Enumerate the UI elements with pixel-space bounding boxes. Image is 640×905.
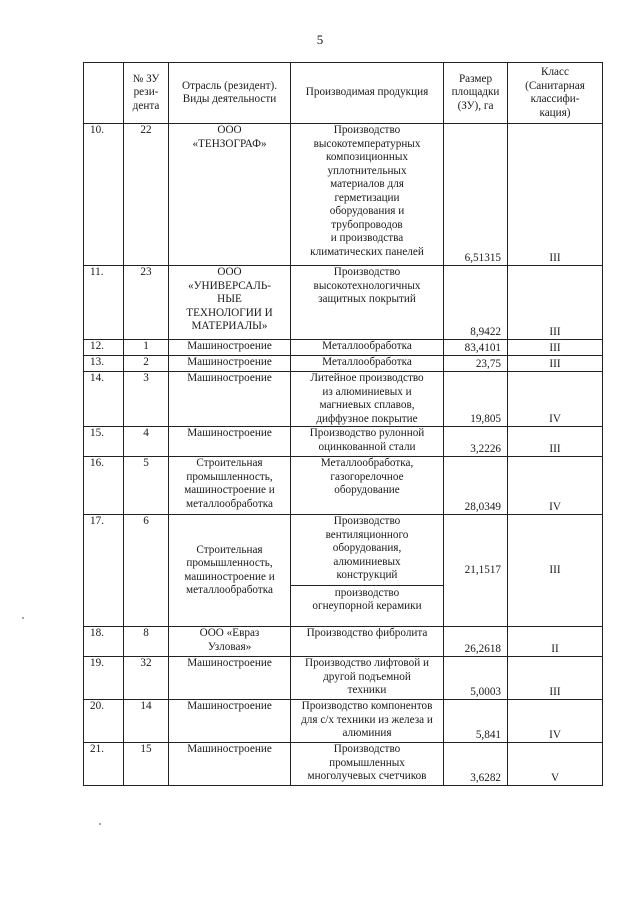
header-class: Класс (Санитарная классифи- кация) — [508, 63, 603, 124]
row-products-main: Производство вентиляционного оборудования, алюминиевых конструкций — [325, 515, 409, 581]
row-number: 21. — [84, 743, 124, 786]
row-products: Металлообработка — [291, 340, 444, 356]
table-row — [84, 266, 603, 340]
row-industry: Машиностроение — [169, 427, 291, 457]
header-zu: № ЗУ рези- дента — [124, 63, 169, 124]
row-size: 8,9422 — [444, 266, 508, 340]
row-number: 16. — [84, 457, 124, 515]
row-size: 19,805 — [444, 372, 508, 427]
scan-speck — [99, 823, 101, 825]
row-zu: 1 — [124, 340, 169, 356]
row-class: III — [508, 356, 603, 372]
row-zu: 15 — [124, 743, 169, 786]
row-size: 26,2618 — [444, 627, 508, 657]
row-zu: 2 — [124, 356, 169, 372]
header-size: Размер площадки (ЗУ), га — [444, 63, 508, 124]
row-industry: Машиностроение — [169, 657, 291, 700]
residents-table — [83, 62, 603, 786]
table-row — [84, 457, 603, 515]
page-number: 5 — [316, 32, 324, 47]
row-zu: 5 — [124, 457, 169, 515]
header-products: Производимая продукция — [291, 63, 444, 124]
row-industry: Машиностроение — [169, 356, 291, 372]
row-zu: 22 — [124, 124, 169, 266]
row-zu: 4 — [124, 427, 169, 457]
row-number: 14. — [84, 372, 124, 427]
row-size: 3,6282 — [444, 743, 508, 786]
row-products: Производство компонентов для с/х техники из железа и алюминия — [291, 700, 444, 743]
row-class: III — [508, 266, 603, 340]
row-class: II — [508, 627, 603, 657]
row-products: Металлообработка — [291, 356, 444, 372]
row-products: Производство высокотехнологичных защитных покрытий — [291, 266, 444, 340]
row-zu: 32 — [124, 657, 169, 700]
row-products: Производство рулонной оцинкованной стали — [291, 427, 444, 457]
table-row — [84, 743, 603, 786]
row-number: 18. — [84, 627, 124, 657]
row-industry: ООО «ТЕНЗОГРАФ» — [169, 124, 291, 266]
row-number: 19. — [84, 657, 124, 700]
row-class: III — [508, 340, 603, 356]
header-num — [84, 63, 124, 124]
row-products — [291, 515, 444, 627]
row-industry: Машиностроение — [169, 743, 291, 786]
row-industry: Строительная промышленность, машиностроение и металлообработка — [169, 457, 291, 515]
row-industry: Машиностроение — [169, 700, 291, 743]
row-industry: Машиностроение — [169, 340, 291, 356]
row-size: 23,75 — [444, 356, 508, 372]
row-industry: Машиностроение — [169, 372, 291, 427]
row-industry: ООО «УНИВЕРСАЛЬ- НЫЕ ТЕХНОЛОГИИ И МАТЕРИАЛЫ» — [169, 266, 291, 340]
row-products: Производство лифтовой и другой подъемной техники — [291, 657, 444, 700]
row-class: IV — [508, 372, 603, 427]
row-number: 11. — [84, 266, 124, 340]
row-zu: 3 — [124, 372, 169, 427]
table-row — [84, 627, 603, 657]
scan-speck — [22, 617, 24, 619]
table-row — [84, 356, 603, 372]
row-zu: 14 — [124, 700, 169, 743]
row-size: 5,841 — [444, 700, 508, 743]
table-row — [84, 427, 603, 457]
table-header-row — [84, 63, 603, 124]
table-row — [84, 124, 603, 266]
row-size: 28,0349 — [444, 457, 508, 515]
row-industry: ООО «Евраз Узловая» — [169, 627, 291, 657]
row-number: 17. — [84, 515, 124, 627]
table-row — [84, 700, 603, 743]
row-products: Производство промышленных многолучевых счетчиков — [291, 743, 444, 786]
header-industry: Отрасль (резидент). Виды деятельности — [169, 63, 291, 124]
table-row — [84, 372, 603, 427]
row-size: 5,0003 — [444, 657, 508, 700]
row-number: 12. — [84, 340, 124, 356]
table-row — [84, 515, 603, 627]
row-products: Производство фибролита — [291, 627, 444, 657]
row-products-extra: производство огнеупорной керамики — [291, 585, 443, 615]
row-products: Металлообработка, газогорелочное оборудование — [291, 457, 444, 515]
row-class: III — [508, 124, 603, 266]
row-zu: 23 — [124, 266, 169, 340]
row-class: V — [508, 743, 603, 786]
row-number: 15. — [84, 427, 124, 457]
table-row — [84, 657, 603, 700]
row-size: 3,2226 — [444, 427, 508, 457]
row-size: 83,4101 — [444, 340, 508, 356]
row-number: 10. — [84, 124, 124, 266]
row-class: III — [508, 427, 603, 457]
row-zu: 6 — [124, 515, 169, 627]
row-class: III — [508, 657, 603, 700]
row-size: 21,1517 — [444, 515, 508, 627]
row-zu: 8 — [124, 627, 169, 657]
row-products: Производство высокотемпературных композиционных уплотнительных материалов для герметизации оборудования и трубопроводов и производства климатических панелей — [291, 124, 444, 266]
row-number: 13. — [84, 356, 124, 372]
row-class: IV — [508, 700, 603, 743]
row-number: 20. — [84, 700, 124, 743]
row-size: 6,51315 — [444, 124, 508, 266]
row-industry: Строительная промышленность, машиностроение и металлообработка — [169, 515, 291, 627]
row-class: III — [508, 515, 603, 627]
row-products: Литейное производство из алюминиевых и магниевых сплавов, диффузное покрытие — [291, 372, 444, 427]
table-row — [84, 340, 603, 356]
row-class: IV — [508, 457, 603, 515]
